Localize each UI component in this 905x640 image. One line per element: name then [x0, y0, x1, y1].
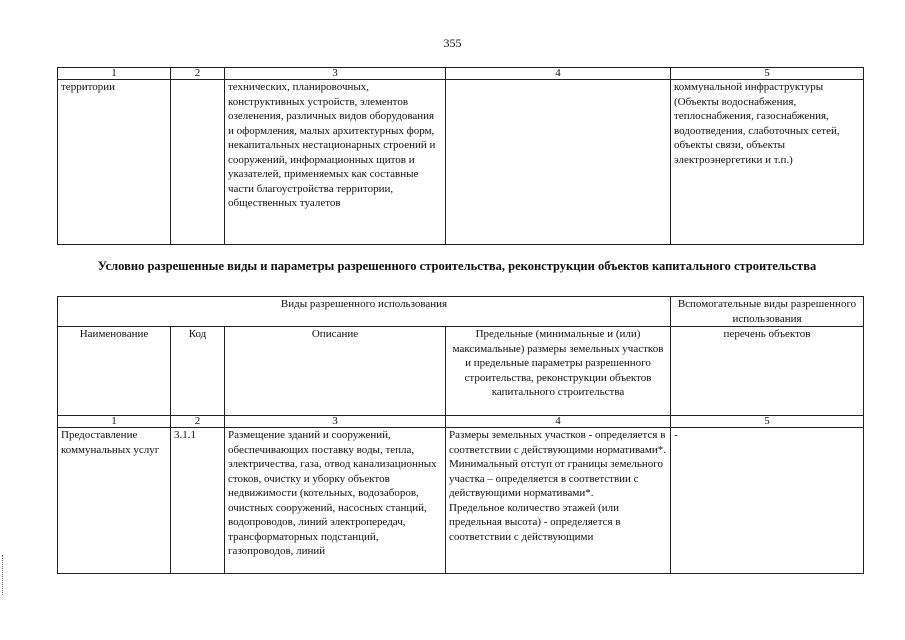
column-header-row: [58, 327, 864, 416]
col-number-3: 3: [225, 68, 446, 80]
cell-objects: коммунальной инфраструктуры (Объекты водоснабжения, теплоснабжения, газоснабжения, водоотведения, слаботочных сетей, объекты связи, объекты электроэнергетики и т.п.): [671, 80, 864, 245]
table-row: [58, 80, 864, 245]
limits-paragraph-3: Предельное количество этажей (или предельная высота) - определяется в соответствии с действующими: [449, 501, 621, 543]
cell-name: территории: [58, 80, 171, 245]
col-number-4: 4: [446, 416, 671, 428]
continued-table: [57, 67, 864, 245]
col-number-5: 5: [671, 68, 864, 80]
cell-code: [171, 80, 225, 245]
page-number: 355: [443, 36, 462, 50]
aux-header: Вспомогательные виды разрешенного использования: [671, 297, 864, 327]
table-row: [58, 428, 864, 574]
conditional-uses-table: [57, 296, 864, 574]
limits-paragraph-1: Размеры земельных участков - определяется в соответствии с действующими нормативами*.: [449, 429, 667, 456]
group-header: Виды разрешенного использования: [58, 297, 671, 327]
col-number-4: 4: [446, 68, 671, 80]
col-number-1: 1: [58, 68, 171, 80]
cell-limits: [446, 428, 671, 574]
cell-description: технических, планировочных, конструктивных устройств, элементов озеленения, различных видов оборудования и оформления, малых архитектурных форм, некапитальных нестационарных строений и сооружений, информационных щитов и указателей, применяемых как составные части благоустройства территории, общественных туалетов: [225, 80, 446, 245]
cell-code: 3.1.1: [171, 428, 225, 574]
header-limits: Предельные (минимальные и (или) максимальные) размеры земельных участков и предельные параметры разрешенного строительства, реконструкции объектов капитального строительства: [446, 327, 671, 416]
scan-margin-mark: [2, 555, 6, 595]
limits-paragraph-2: Минимальный отступ от границы земельного участка – определяется в соответствии с действующими нормативами*.: [449, 458, 664, 499]
cell-limits: [446, 80, 671, 245]
col-number-1: 1: [58, 416, 171, 428]
header-objects: перечень объектов: [671, 327, 864, 416]
cell-description: Размещение зданий и сооружений, обеспечивающих поставку воды, тепла, электричества, газа, отвод канализационных стоков, очистку и уборку объектов недвижимости (котельных, водозаборов, очистных сооружений, насосных станций, водопроводов, линий электропередач, трансформаторных подстанций, газопроводов, линий: [225, 428, 446, 574]
section-title: Условно разрешенные виды и параметры разрешенного строительства, реконструкции объектов капитального строительства: [97, 259, 817, 273]
cell-name: Предоставление коммунальных услуг: [58, 428, 171, 574]
col-number-2: 2: [171, 68, 225, 80]
cell-objects: -: [671, 428, 864, 574]
group-header-row: [58, 297, 864, 327]
column-number-row: [58, 68, 864, 80]
header-description: Описание: [225, 327, 446, 416]
col-number-2: 2: [171, 416, 225, 428]
header-name: Наименование: [58, 327, 171, 416]
header-code: Код: [171, 327, 225, 416]
column-number-row: [58, 416, 864, 428]
col-number-3: 3: [225, 416, 446, 428]
col-number-5: 5: [671, 416, 864, 428]
